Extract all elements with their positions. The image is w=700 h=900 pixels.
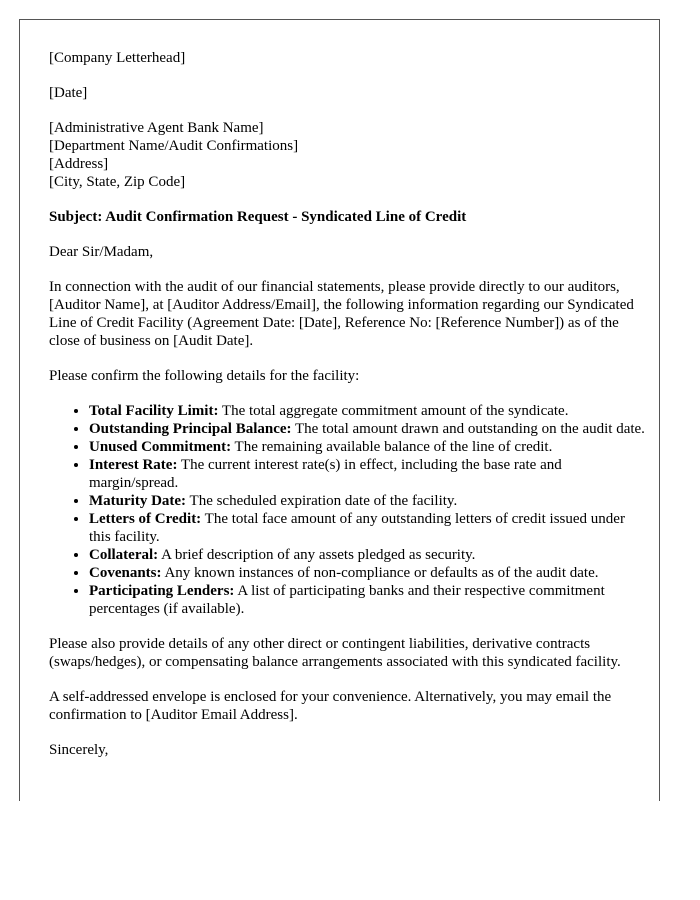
letter-content <box>49 49 649 776</box>
item-term: Covenants: <box>89 565 162 581</box>
list-item <box>89 438 649 456</box>
recipient-bank: [Administrative Agent Bank Name] <box>49 120 264 136</box>
list-item <box>89 564 649 582</box>
item-desc: The scheduled expiration date of the facility. <box>186 493 458 509</box>
list-item <box>89 492 649 510</box>
item-desc: Any known instances of non-compliance or defaults as of the audit date. <box>161 565 599 581</box>
item-term: Participating Lenders: <box>89 583 235 599</box>
recipient-city-state-zip: [City, State, Zip Code] <box>49 174 186 190</box>
letterhead: [Company Letterhead] <box>49 50 186 66</box>
salutation: Dear Sir/Madam, <box>49 244 154 260</box>
list-item <box>89 456 649 492</box>
item-desc: The remaining available balance of the line of credit. <box>231 439 553 455</box>
recipient-department: [Department Name/Audit Confirmations] <box>49 138 299 154</box>
item-desc: The total face amount of any outstanding letters of credit issued under this facility. <box>89 511 625 545</box>
item-desc: The total amount drawn and outstanding on the audit date. <box>291 421 645 437</box>
recipient-address <box>49 119 649 191</box>
confirm-intro: Please confirm the following details for the facility: <box>49 368 360 384</box>
envelope-paragraph: A self-addressed envelope is enclosed for your convenience. Alternatively, you may email the confirmation to [Auditor Email Address]. <box>49 689 612 723</box>
item-desc: A list of participating banks and their respective commitment percentages (if available). <box>89 583 605 617</box>
intro-paragraph: In connection with the audit of our financial statements, please provide directly to our auditors, [Auditor Name], at [Auditor Address/Email], the following information regarding our Syndicated Line of Credit Facility (Agreement Date: [Date], Reference No: [Reference Number]) as of the close of business on [Audit Date]. <box>49 279 634 349</box>
item-term: Maturity Date: <box>89 493 187 509</box>
item-term: Total Facility Limit: <box>89 403 219 419</box>
details-list <box>49 402 649 618</box>
list-item <box>89 510 649 546</box>
subject-line: Subject: Audit Confirmation Request - Syndicated Line of Credit <box>49 209 467 225</box>
closing: Sincerely, <box>49 742 109 758</box>
item-desc: The current interest rate(s) in effect, including the base rate and margin/spread. <box>89 457 562 491</box>
item-term: Interest Rate: <box>89 457 178 473</box>
list-item <box>89 420 649 438</box>
list-item <box>89 582 649 618</box>
item-term: Letters of Credit: <box>89 511 202 527</box>
item-term: Outstanding Principal Balance: <box>89 421 292 437</box>
letter-page <box>19 19 660 801</box>
item-desc: The total aggregate commitment amount of the syndicate. <box>218 403 569 419</box>
item-term: Collateral: <box>89 547 159 563</box>
recipient-street: [Address] <box>49 156 109 172</box>
list-item <box>89 402 649 420</box>
additional-paragraph: Please also provide details of any other direct or contingent liabilities, derivative contracts (swaps/hedges), or compensating balance arrangements associated with this syndicated facility. <box>49 636 621 670</box>
item-desc: A brief description of any assets pledged as security. <box>158 547 476 563</box>
list-item <box>89 546 649 564</box>
item-term: Unused Commitment: <box>89 439 232 455</box>
letter-date: [Date] <box>49 85 88 101</box>
